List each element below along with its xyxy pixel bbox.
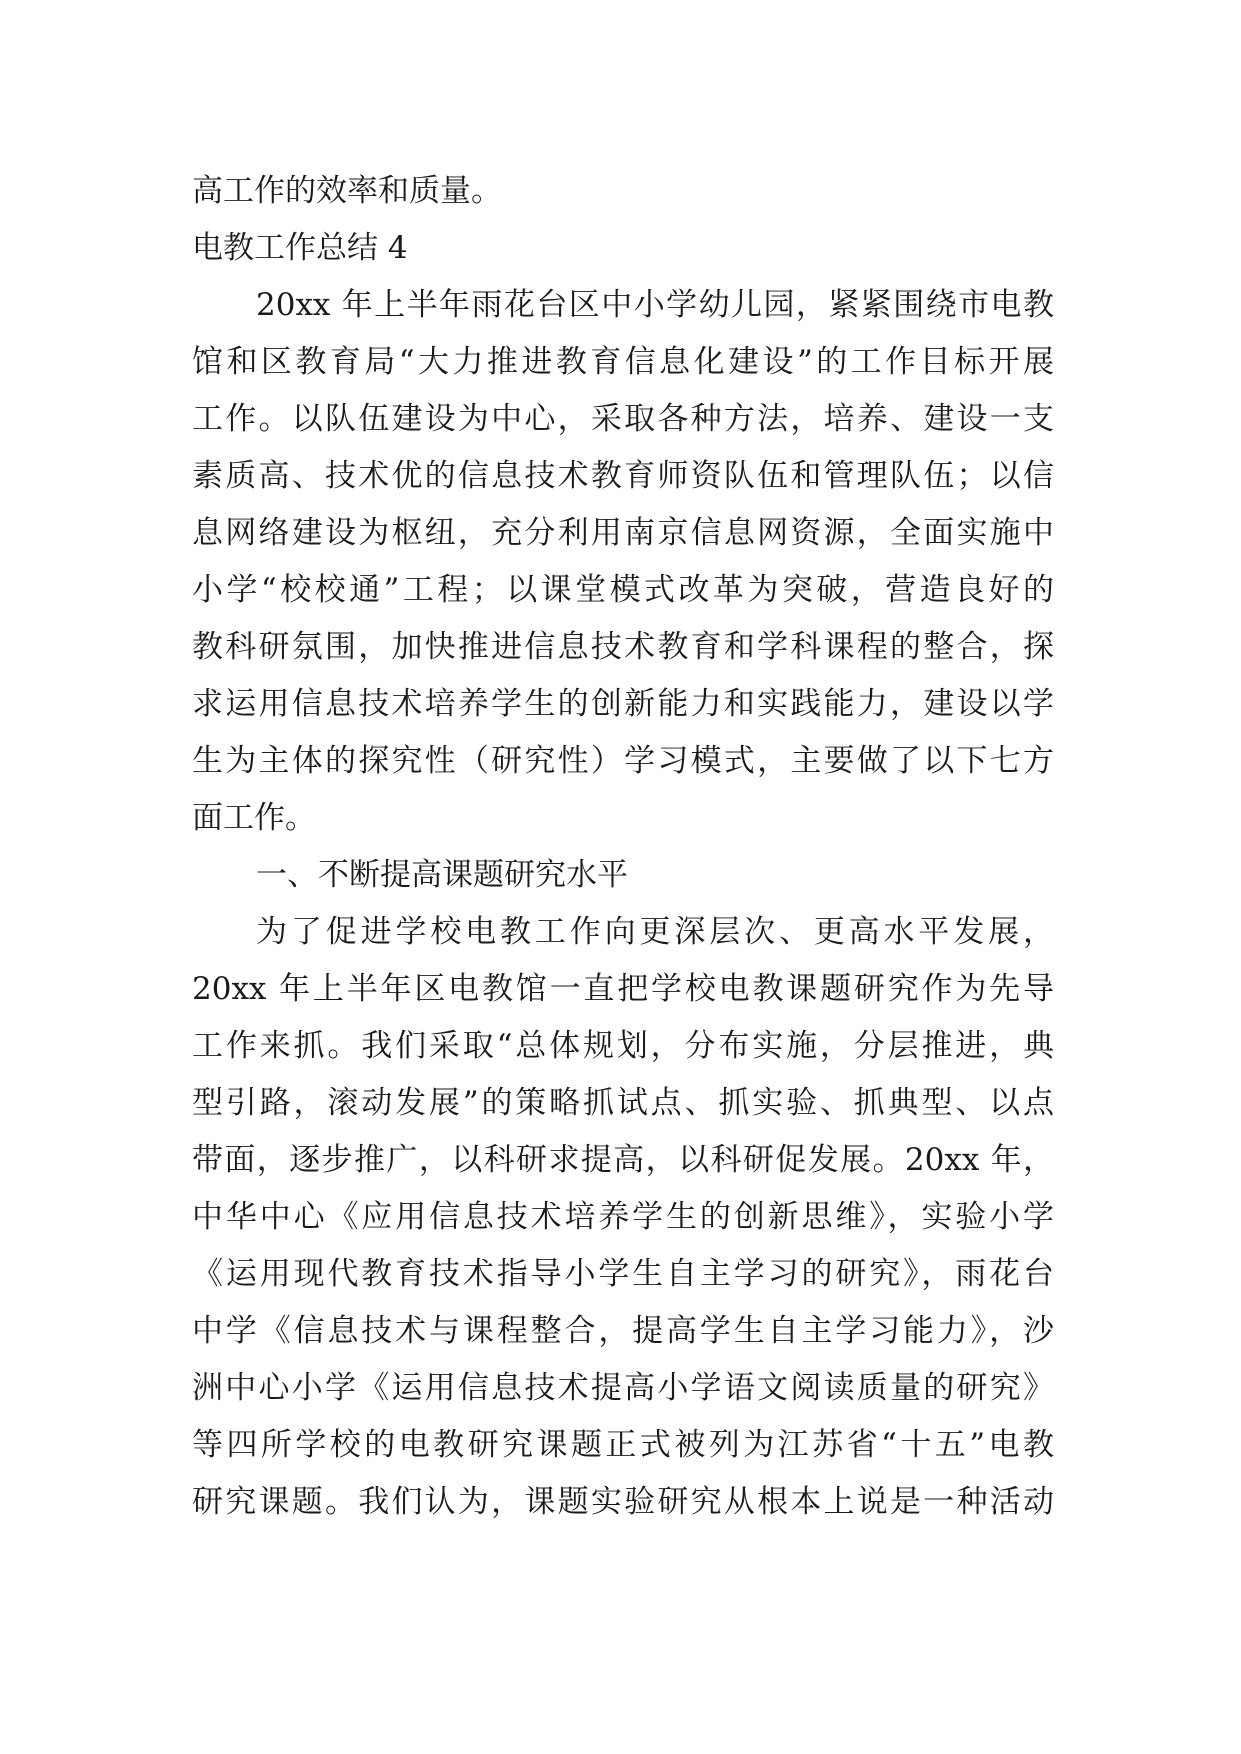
text-line: 工作来抓。我们采取“总体规划，分布实施，分层推进，典 <box>192 1028 1054 1064</box>
text-line: 生为主体的探究性（研究性）学习模式，主要做了以下七方 <box>192 743 1054 779</box>
text-line: 中华中心《应用信息技术培养学生的创新思维》，实验小学 <box>192 1199 1054 1235</box>
text-line: 带面，逐步推广，以科研求提高，以科研促发展。20xx 年， <box>192 1142 1054 1178</box>
text-line: 素质高、技术优的信息技术教育师资队伍和管理队伍；以信 <box>192 458 1054 494</box>
text-line: 20xx 年上半年雨花台区中小学幼儿园，紧紧围绕市电教 <box>256 287 1054 323</box>
text-line: 《运用现代教育技术指导小学生自主学习的研究》，雨花台 <box>192 1256 1054 1292</box>
text-line: 求运用信息技术培养学生的创新能力和实践能力，建设以学 <box>192 686 1054 722</box>
text-line: 为了促进学校电教工作向更深层次、更高水平发展， <box>256 914 1054 950</box>
text-line: 馆和区教育局“大力推进教育信息化建设”的工作目标开展 <box>192 344 1054 380</box>
text-line: 小学“校校通”工程；以课堂模式改革为突破，营造良好的 <box>192 572 1054 608</box>
text-line: 教科研氛围，加快推进信息技术教育和学科课程的整合，探 <box>192 629 1054 665</box>
text-line: 中学《信息技术与课程整合，提高学生自主学习能力》，沙 <box>192 1313 1054 1349</box>
text-line: 工作。以队伍建设为中心，采取各种方法，培养、建设一支 <box>192 401 1054 437</box>
text-line: 研究课题。我们认为，课题实验研究从根本上说是一种活动 <box>192 1484 1054 1520</box>
subsection-heading: 一、不断提高课题研究水平 <box>256 857 628 893</box>
text-line: 20xx 年上半年区电教馆一直把学校电教课题研究作为先导 <box>192 971 1054 1007</box>
text-line: 洲中心小学《运用信息技术提高小学语文阅读质量的研究》 <box>192 1370 1054 1406</box>
text-line: 面工作。 <box>192 800 316 836</box>
document-body <box>192 163 1054 1531</box>
text-line: 等四所学校的电教研究课题正式被列为江苏省“十五”电教 <box>192 1427 1054 1463</box>
text-line: 型引路，滚动发展”的策略抓试点、抓实验、抓典型、以点 <box>192 1085 1054 1121</box>
section-title: 电教工作总结 4 <box>192 230 408 266</box>
text-line: 息网络建设为枢纽，充分利用南京信息网资源，全面实施中 <box>192 515 1054 551</box>
text-line: 高工作的效率和质量。 <box>192 173 502 209</box>
